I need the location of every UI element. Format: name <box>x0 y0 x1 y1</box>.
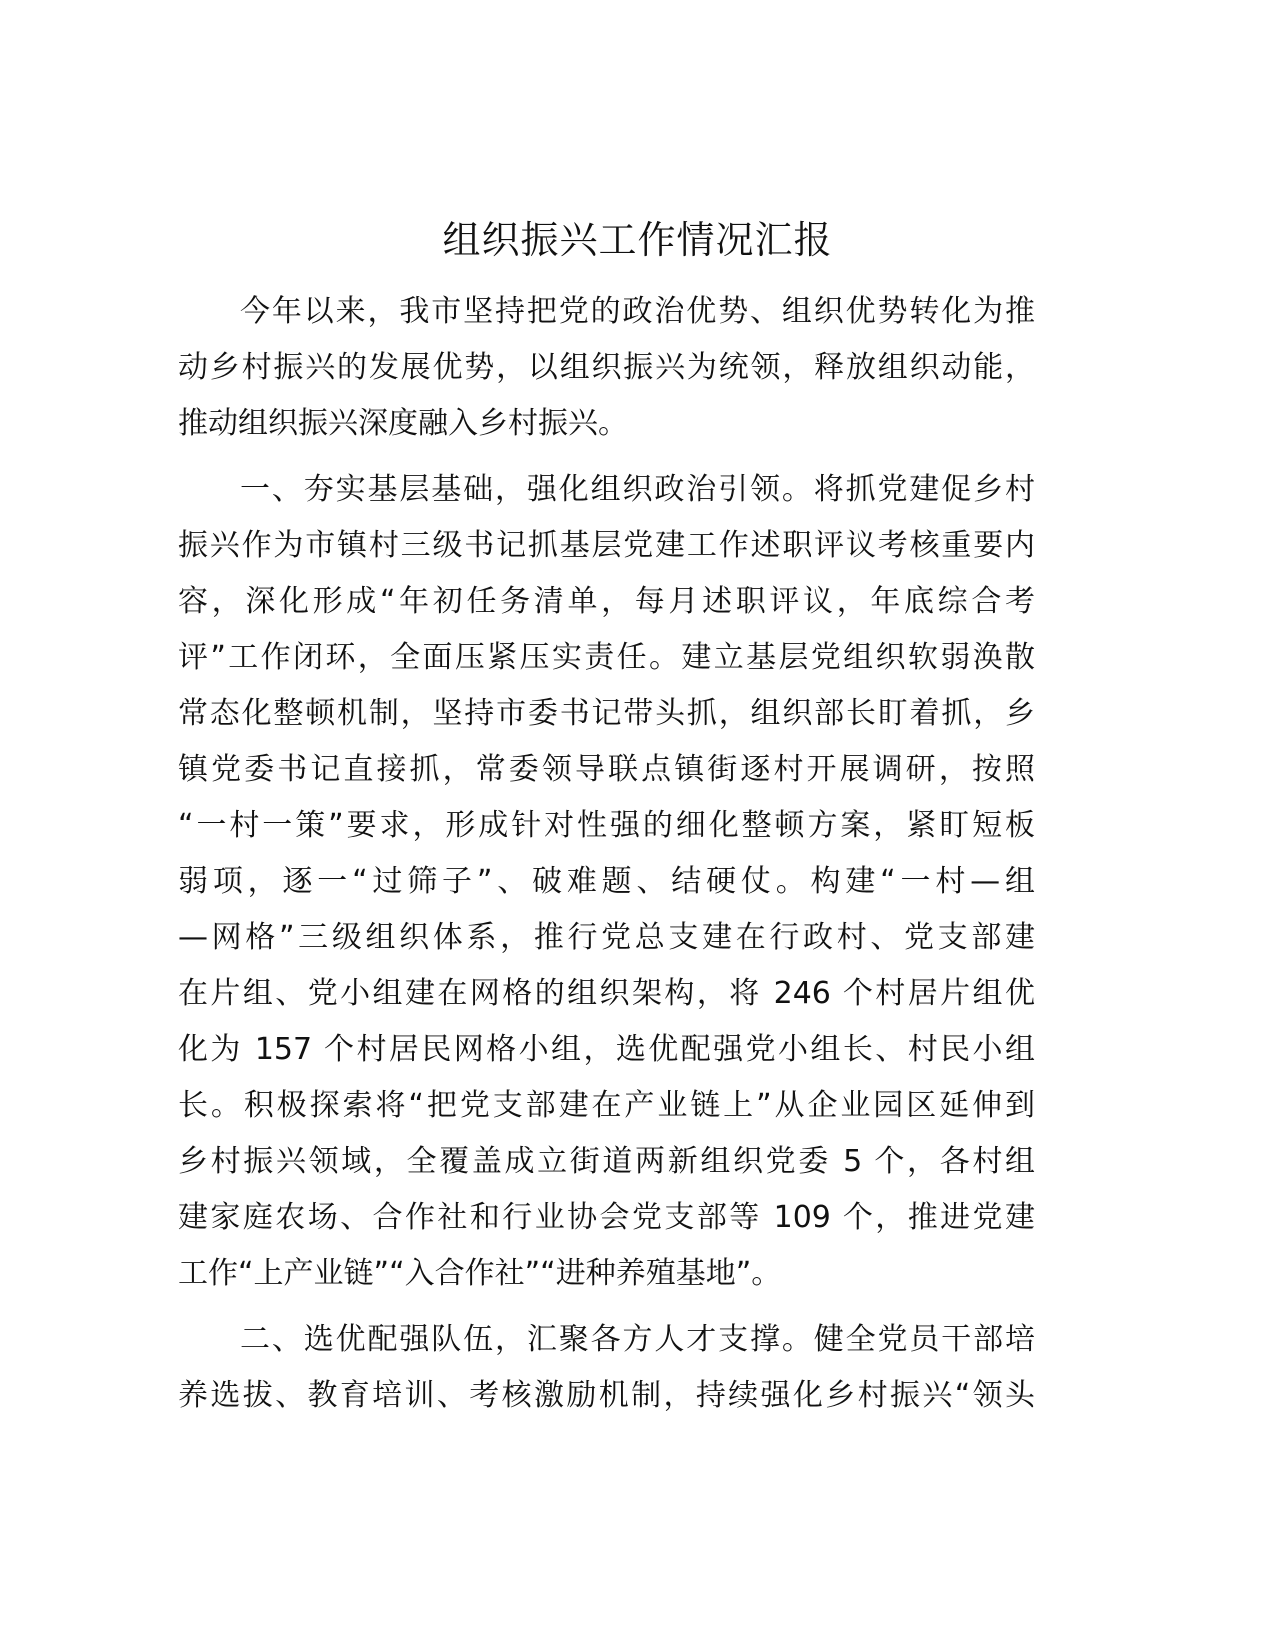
paragraph <box>178 1312 1035 1424</box>
paragraph-line: 容，深化形成“年初任务清单，每月述职评议，年底综合考 <box>178 584 1035 619</box>
document-title: 组织振兴工作情况汇报 <box>442 218 833 262</box>
paragraph-line: 工作“上产业链”“入合作社”“进种养殖基地”。 <box>178 1256 782 1291</box>
paragraph-line: 常态化整顿机制，坚持市委书记带头抓，组织部长盯着抓，乡 <box>178 696 1035 731</box>
paragraph-line: 镇党委书记直接抓，常委领导联点镇街逐村开展调研，按照 <box>178 752 1035 787</box>
paragraph-line: 动乡村振兴的发展优势，以组织振兴为统领，释放组织动能， <box>178 350 1035 385</box>
paragraph-line: 一、夯实基层基础，强化组织政治引领。将抓党建促乡村 <box>240 472 1035 507</box>
paragraph-line: 乡村振兴领域，全覆盖成立街道两新组织党委 5 个，各村组 <box>178 1144 1035 1179</box>
paragraph-line: 建家庭农场、合作社和行业协会党支部等 109 个，推进党建 <box>178 1200 1035 1235</box>
paragraph <box>178 284 1035 452</box>
paragraph-line: —网格”三级组织体系，推行党总支建在行政村、党支部建 <box>178 920 1035 955</box>
paragraph-line: 在片组、党小组建在网格的组织架构，将 246 个村居片组优 <box>178 976 1035 1011</box>
paragraph-line: 评”工作闭环，全面压紧压实责任。建立基层党组织软弱涣散 <box>178 640 1035 675</box>
paragraph-line: 振兴作为市镇村三级书记抓基层党建工作述职评议考核重要内 <box>178 528 1035 563</box>
paragraph <box>178 462 1035 1302</box>
paragraph-line: 推动组织振兴深度融入乡村振兴。 <box>178 406 628 441</box>
document-body <box>178 284 1035 1434</box>
paragraph-line: 弱项，逐一“过筛子”、破难题、结硬仗。构建“一村—组 <box>178 864 1035 899</box>
paragraph-line: 长。积极探索将“把党支部建在产业链上”从企业园区延伸到 <box>178 1088 1035 1123</box>
paragraph-line: 今年以来，我市坚持把党的政治优势、组织优势转化为推 <box>240 294 1035 329</box>
paragraph-line: “一村一策”要求，形成针对性强的细化整顿方案，紧盯短板 <box>178 808 1035 843</box>
paragraph-line: 养选拔、教育培训、考核激励机制，持续强化乡村振兴“领头 <box>178 1378 1035 1413</box>
paragraph-line: 化为 157 个村居民网格小组，选优配强党小组长、村民小组 <box>178 1032 1035 1067</box>
paragraph-line: 二、选优配强队伍，汇聚各方人才支撑。健全党员干部培 <box>240 1322 1035 1357</box>
